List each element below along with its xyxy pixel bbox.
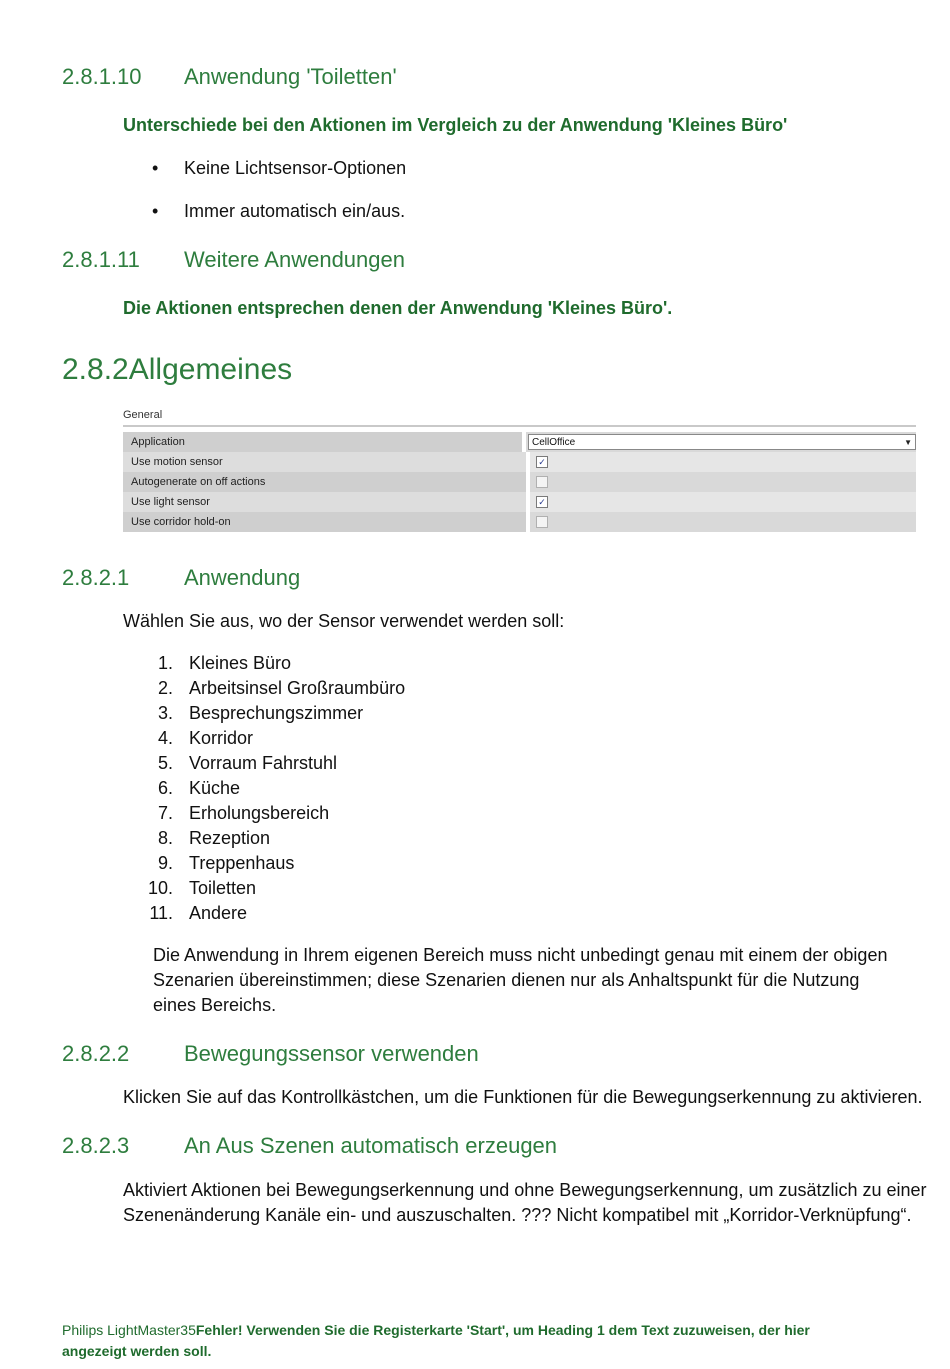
- list-item-number: 4.: [157, 728, 173, 748]
- setting-row-corridor-hold-on: [123, 512, 916, 532]
- list-item: Rezeption: [189, 828, 271, 848]
- list-item: Erholungsbereich: [189, 803, 330, 823]
- list-item-number: 3.: [157, 703, 173, 723]
- use-corridor-hold-on-checkbox[interactable]: [536, 516, 548, 528]
- list-item-number: 6.: [157, 778, 173, 798]
- list-item-number: 10.: [147, 878, 173, 898]
- list-item-number: 1.: [157, 653, 173, 673]
- list-item-number: 11.: [149, 903, 173, 923]
- setting-label: Use motion sensor: [123, 452, 526, 472]
- note-line: Die Anwendung in Ihrem eigenen Bereich muss nicht unbedingt genau mit einem der obigen: [153, 945, 888, 965]
- select-value: CellOffice: [532, 437, 576, 448]
- footer-error-text: Fehler! Verwenden Sie die Registerkarte 'Start', um Heading 1 dem Text zuzuweisen, der hier: [195, 1322, 810, 1338]
- setting-row-motion-sensor: [123, 452, 916, 472]
- section-heading: Bewegungssensor verwenden: [184, 1041, 479, 1066]
- section-number: 2.8.1.11: [62, 247, 140, 272]
- section-heading: Weitere Anwendungen: [184, 247, 405, 272]
- setting-label: Application: [123, 432, 522, 452]
- section-subheading: Unterschiede bei den Aktionen im Vergleich zu der Anwendung 'Kleines Büro': [123, 115, 788, 135]
- list-item: Küche: [189, 778, 241, 798]
- chapter-heading: [62, 352, 292, 388]
- setting-label: Use light sensor: [123, 492, 526, 512]
- list-item-number: 5.: [157, 753, 173, 773]
- section-subheading: Die Aktionen entsprechen denen der Anwendung 'Kleines Büro'.: [123, 298, 673, 318]
- list-item: Toiletten: [189, 878, 257, 898]
- list-item: Andere: [189, 903, 248, 923]
- bullet-dot: •: [152, 158, 159, 178]
- setting-row-light-sensor: [123, 492, 916, 512]
- section-number: 2.8.2.1: [62, 565, 130, 590]
- chapter-title: Allgemeines: [128, 353, 293, 386]
- application-select[interactable]: [528, 434, 916, 450]
- setting-row-autogenerate: [123, 472, 916, 492]
- section-heading: Anwendung: [184, 565, 301, 590]
- setting-row-application: [123, 432, 916, 452]
- section-heading: An Aus Szenen automatisch erzeugen: [184, 1133, 558, 1158]
- section-number: 2.8.2.2: [62, 1041, 130, 1066]
- panel-divider: [123, 425, 916, 427]
- footer-error-text: angezeigt werden soll.: [62, 1343, 212, 1359]
- bullet-item: Keine Lichtsensor-Optionen: [184, 158, 407, 178]
- use-light-sensor-checkbox[interactable]: ✓: [536, 496, 548, 508]
- chapter-number: 2.8.2: [62, 353, 129, 386]
- list-item-number: 7.: [157, 803, 173, 823]
- list-item: Treppenhaus: [189, 853, 295, 873]
- list-item-number: 2.: [157, 678, 173, 698]
- autogenerate-on-off-checkbox[interactable]: [536, 476, 548, 488]
- list-item: Arbeitsinsel Großraumbüro: [189, 678, 406, 698]
- list-item-number: 9.: [157, 853, 173, 873]
- note-line: eines Bereichs.: [153, 995, 277, 1015]
- section-number: 2.8.2.3: [62, 1133, 130, 1158]
- note-line: Szenarien übereinstimmen; diese Szenarien dienen nur als Anhaltspunkt für die Nutzung: [153, 970, 860, 990]
- list-item: Besprechungszimmer: [189, 703, 364, 723]
- bullet-dot: •: [152, 201, 159, 221]
- list-item-number: 8.: [157, 828, 173, 848]
- list-item: Kleines Büro: [189, 653, 292, 673]
- footer-brand: Philips LightMaster: [62, 1322, 181, 1338]
- section-intro: Wählen Sie aus, wo der Sensor verwendet werden soll:: [123, 611, 565, 631]
- section-text: Szenenänderung Kanäle ein- und auszuschalten. ??? Nicht kompatibel mit „Korridor-Verknüpfung“.: [123, 1205, 912, 1225]
- page-number: 35: [180, 1322, 196, 1338]
- setting-label: Use corridor hold-on: [123, 512, 526, 532]
- general-settings-panel: [123, 405, 916, 532]
- page-footer: [62, 1320, 882, 1362]
- section-text: Klicken Sie auf das Kontrollkästchen, um die Funktionen für die Bewegungserkennung zu aktivieren.: [123, 1087, 923, 1107]
- panel-title: General: [123, 409, 163, 421]
- section-text: Aktiviert Aktionen bei Bewegungserkennung und ohne Bewegungserkennung, um zusätzlich zu einer: [123, 1180, 927, 1200]
- use-motion-sensor-checkbox[interactable]: ✓: [536, 456, 548, 468]
- section-heading: Anwendung 'Toiletten': [184, 64, 397, 89]
- chevron-down-icon[interactable]: ▼: [904, 438, 912, 447]
- list-item: Korridor: [189, 728, 254, 748]
- bullet-item: Immer automatisch ein/aus.: [184, 201, 406, 221]
- section-number: 2.8.1.10: [62, 64, 142, 89]
- setting-label: Autogenerate on off actions: [123, 472, 526, 492]
- list-item: Vorraum Fahrstuhl: [189, 753, 338, 773]
